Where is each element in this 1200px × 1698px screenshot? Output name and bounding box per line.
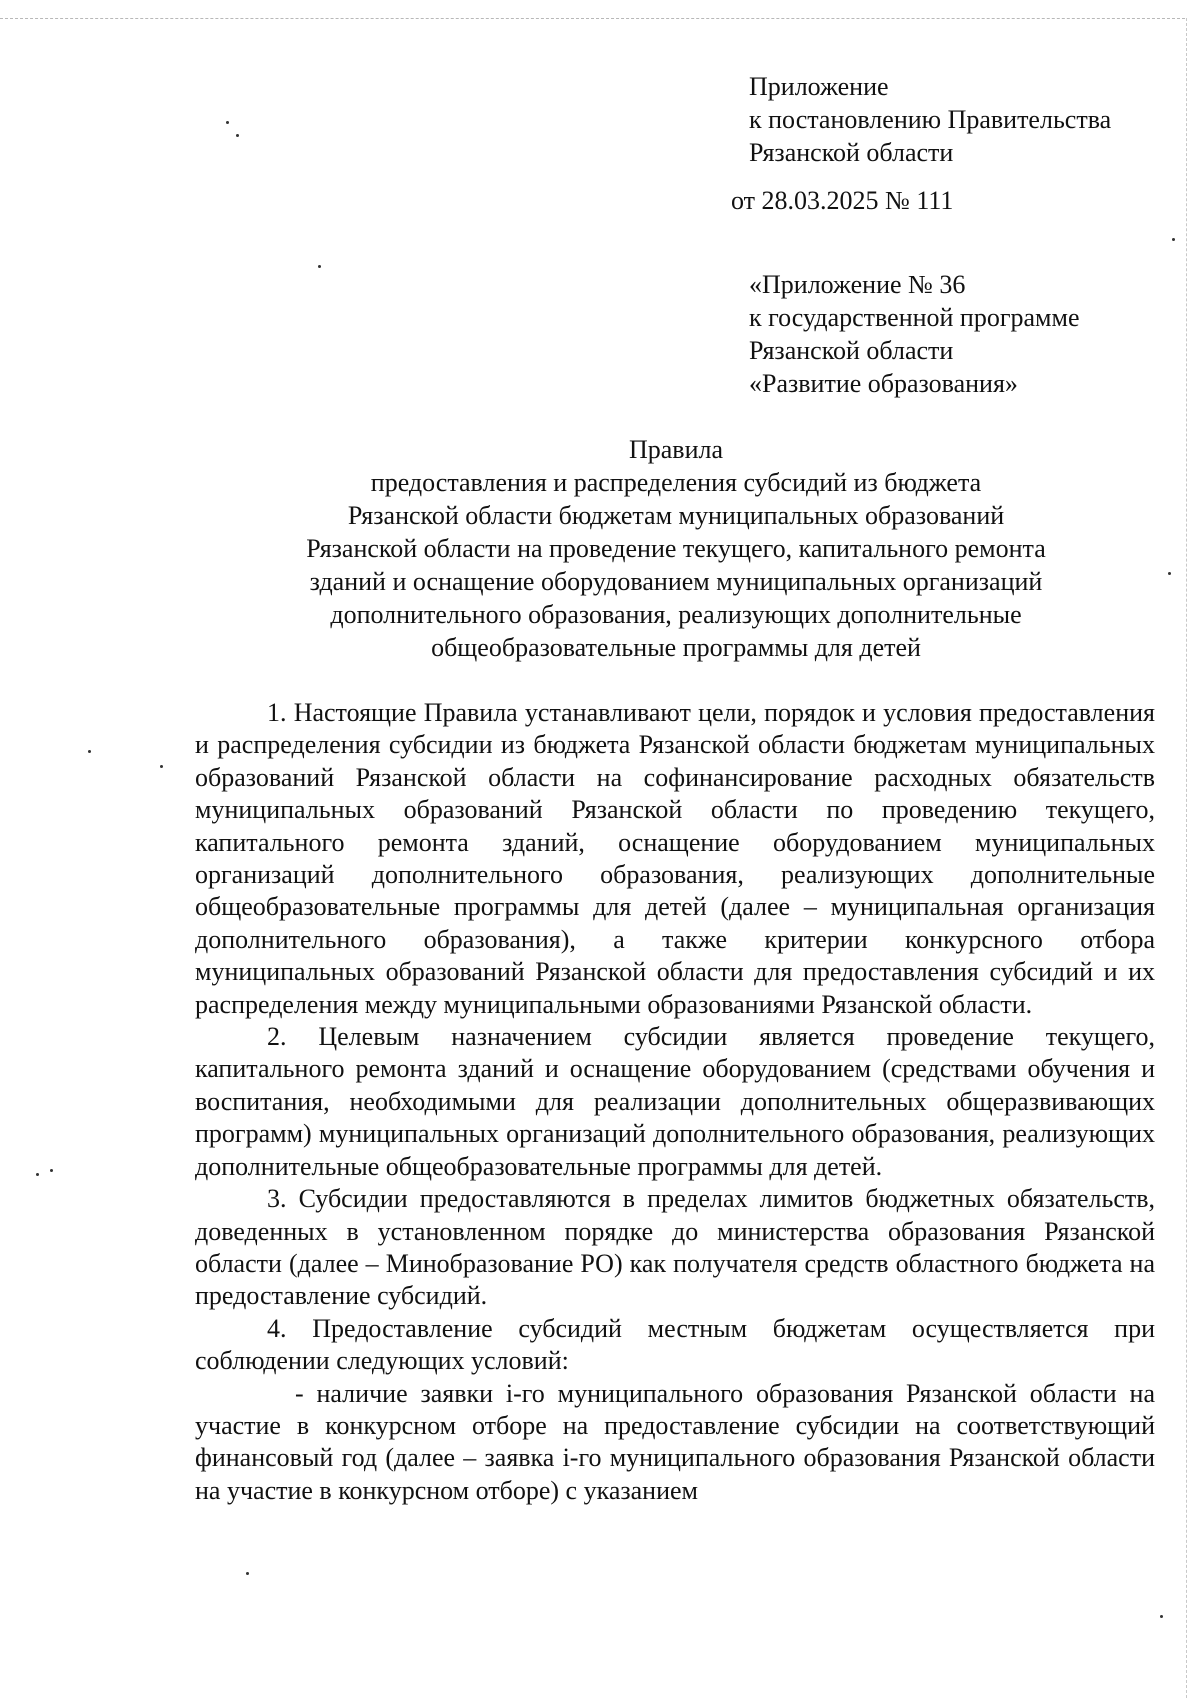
scan-speck [318, 265, 321, 268]
annex-header-line: к государственной программе [749, 303, 1080, 332]
decree-date: от 28.03.2025 № 111 [731, 186, 954, 215]
paragraph-1: 1. Настоящие Правила устанавливают цели, порядок и условия предоставления и распределения субсидии из бюджета Рязанской области бюджетам муниципальных образований Рязанской области на софинансирование расходных обязательств муниципальных образований Рязанской области по проведению текущего, капитального ремонта зданий, оснащение оборудованием муниципальных организаций дополнительного образования, реализующих дополнительные общеобразовательные программы для детей (далее – муниципальная организация дополнительного образования), а также критерии конкурсного отбора муниципальных образований Рязанской области для предоставления субсидий и их распределения между муниципальными образованиями Рязанской области. [195, 698, 1155, 1019]
scan-speck [236, 134, 239, 137]
paragraph-2: 2. Целевым назначением субсидии является проведение текущего, капитального ремонта зданий и оснащение оборудованием (средствами обучения и воспитания, необходимыми для реализации дополнительных общеразвивающих программ) муниципальных организаций дополнительного образования, реализующих дополнительные общеобразовательные программы для детей. [195, 1022, 1155, 1181]
appendix-header-line: Приложение [749, 72, 889, 101]
appendix-header-line: к постановлению Правительства [749, 105, 1112, 134]
title-line: предоставления и распределения субсидий из бюджета [370, 468, 982, 497]
title-line: зданий и оснащение оборудованием муниципальных организаций [309, 567, 1043, 596]
appendix-header-line: Рязанской области [749, 138, 954, 167]
title-line: Рязанской области на проведение текущего, капитального ремонта [306, 534, 1046, 563]
scan-speck [246, 1572, 249, 1575]
annex-header [749, 268, 1080, 400]
scan-speck [88, 750, 91, 753]
scan-speck [50, 1169, 53, 1172]
scan-speck [36, 1173, 39, 1176]
scan-speck [226, 121, 229, 124]
annex-header-line: «Приложение № 36 [749, 270, 966, 299]
annex-header-line: «Развитие образования» [749, 369, 1018, 398]
annex-header-line: Рязанской области [749, 336, 954, 365]
document-title [196, 433, 1156, 664]
scan-edge-right [1186, 18, 1187, 1698]
scan-speck [1168, 572, 1171, 575]
scan-speck [1172, 238, 1175, 241]
paragraph-4: 4. Предоставление субсидий местным бюджетам осуществляется при соблюдении следующих условий: [195, 1313, 1155, 1376]
document-body [195, 697, 1155, 1507]
title-line: Правила [628, 435, 724, 464]
scan-speck [1160, 1615, 1163, 1618]
scan-edge-top [0, 18, 1185, 19]
appendix-header [749, 70, 1111, 169]
title-line: Рязанской области бюджетам муниципальных образований [347, 501, 1005, 530]
scan-speck [160, 765, 163, 768]
paragraph-4-item: - наличие заявки i-го муниципального образования Рязанской области на участие в конкурсном отборе на предоставление субсидии на соответствующий финансовый год (далее – заявка i-го муниципального образования Рязанской области на участие в конкурсном отборе) с указанием [195, 1378, 1155, 1505]
title-line: общеобразовательные программы для детей [431, 633, 921, 662]
title-line: дополнительного образования, реализующих дополнительные [330, 600, 1022, 629]
paragraph-3: 3. Субсидии предоставляются в пределах лимитов бюджетных обязательств, доведенных в установленном порядке до министерства образования Рязанской области (далее – Минобразование РО) как получателя средств областного бюджета на предоставление субсидий. [195, 1184, 1155, 1311]
